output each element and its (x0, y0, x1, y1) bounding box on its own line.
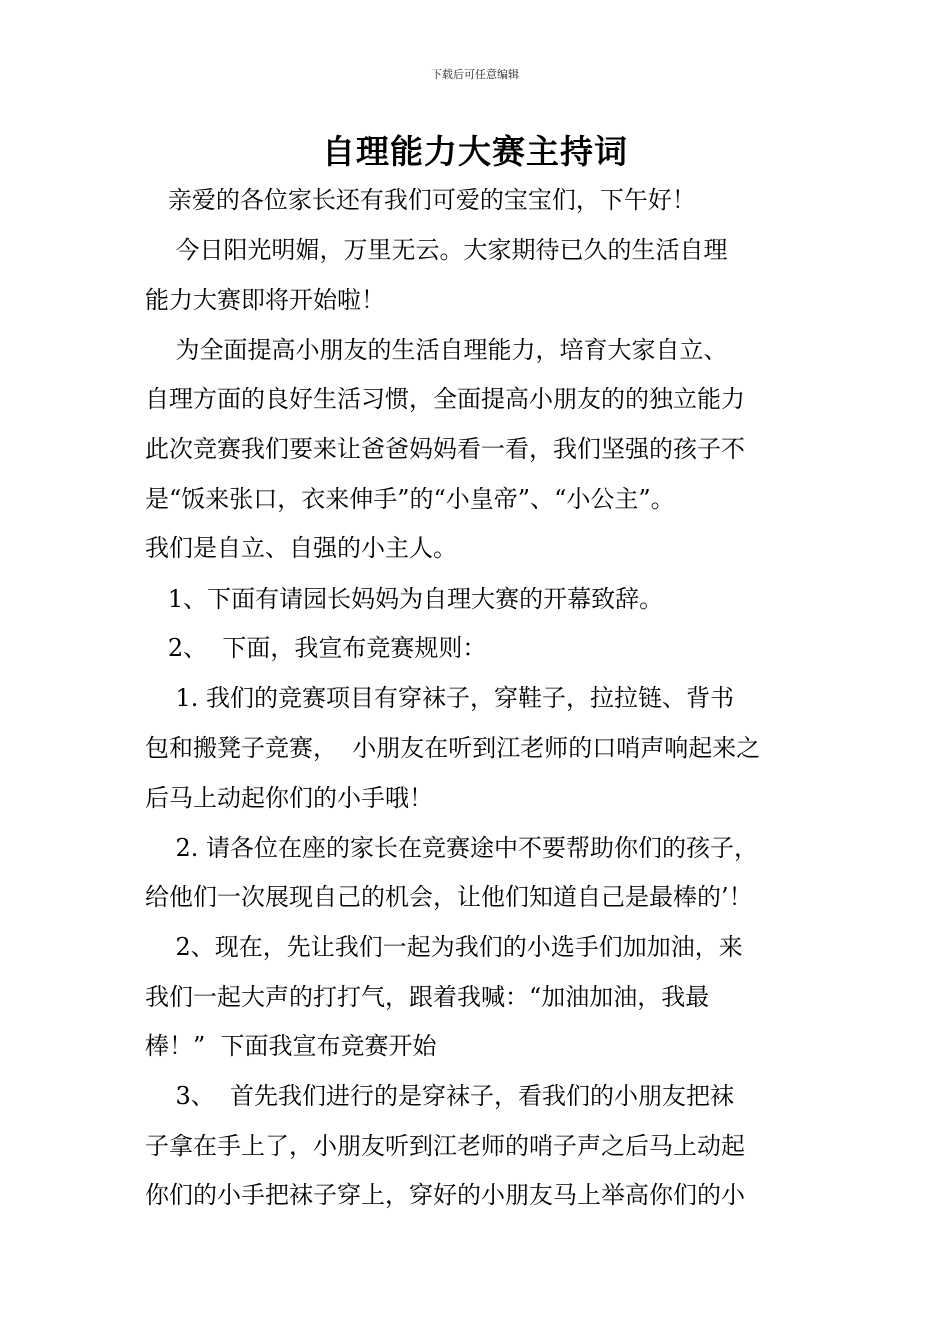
paragraph-line: 1. 我们的竞赛项目有穿袜子，穿鞋子，拉拉链、背书 (145, 684, 735, 712)
header-note: 下载后可任意编辑 (431, 68, 519, 81)
paragraph-line: 是“饭来张口，衣来伸手”的“小皇帝”、“小公主”。 (145, 485, 675, 513)
paragraph-line: 包和搬凳子竞赛， 小朋友在听到江老师的口哨声响起来之 (145, 734, 761, 762)
paragraph-line: 今日阳光明媚，万里无云。大家期待已久的生活自理 (145, 236, 728, 264)
paragraph-line: 为全面提高小朋友的生活自理能力，培育大家自立、 (145, 336, 728, 364)
paragraph-line: 子拿在手上了，小朋友听到江老师的哨子声之后马上动起 (145, 1132, 745, 1160)
paragraph-line: 后马上动起你们的小手哦！ (145, 784, 433, 812)
paragraph-line: 给他们一次展现自己的机会，让他们知道自己是最棒的’！ (145, 883, 753, 911)
paragraph-line: 1、下面有请园长妈妈为自理大赛的开幕致辞。 (145, 585, 664, 613)
paragraph-line: 棒！” 下面我宣布竞赛开始 (145, 1032, 437, 1060)
paragraph-line: 自理方面的良好生活习惯，全面提高小朋友的的独立能力 (145, 385, 745, 413)
paragraph-line: 你们的小手把袜子穿上，穿好的小朋友马上举高你们的小 (145, 1181, 745, 1209)
paragraph-line: 亲爱的各位家长还有我们可爱的宝宝们，下午好！ (145, 186, 696, 214)
paragraph-line: 2、现在，先让我们一起为我们的小选手们加加油，来 (145, 933, 743, 961)
paragraph-line: 能力大赛即将开始啦！ (145, 286, 385, 314)
paragraph-line: 3、 首先我们进行的是穿袜子，看我们的小朋友把袜 (145, 1082, 735, 1110)
paragraph-line: 2、 下面，我宣布竞赛规则： (145, 634, 487, 662)
paragraph-line: 此次竞赛我们要来让爸爸妈妈看一看，我们坚强的孩子不 (145, 435, 745, 463)
paragraph-line: 我们是自立、自强的小主人。 (145, 534, 457, 562)
paragraph-line: 我们一起大声的打打气，跟着我喊：“加油加油，我最 (145, 983, 710, 1011)
paragraph-line: 2. 请各位在座的家长在竞赛途中不要帮助你们的孩子， (145, 834, 759, 862)
document-title: 自理能力大赛主持词 (322, 132, 628, 171)
